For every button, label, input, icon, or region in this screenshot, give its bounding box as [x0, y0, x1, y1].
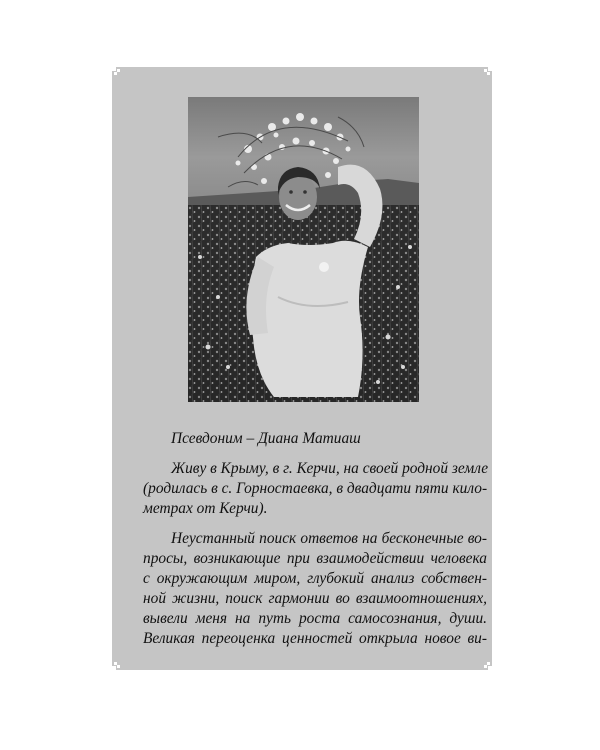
text-line: Псевдоним – Диана Матиаш	[171, 430, 361, 447]
text-line: ной жизни, поиск гармонии во взаимоотношениях,	[143, 590, 487, 607]
text-line: с окружающим миром, глубокий анализ собствен-	[143, 570, 487, 587]
biography-text	[115, 429, 487, 659]
paragraph-pseudonym	[115, 429, 487, 449]
corner-ornament-top-right	[482, 67, 492, 77]
text-line: просы, возникающие при взаимодействии человека	[143, 550, 487, 567]
gray-content-panel	[112, 67, 492, 670]
woman-with-flower-wreath-in-field-photo	[188, 97, 419, 402]
text-line: Великая переоценка ценностей открыла новое ви-	[143, 630, 487, 647]
text-line: Живу в Крыму, в г. Керчи, на своей родной земле	[171, 460, 489, 477]
text-line: вывели меня на путь роста самосознания, души.	[143, 610, 487, 627]
corner-ornament-bottom-right	[482, 660, 492, 670]
text-line: (родилась в с. Горностаевка, в двадцати пяти кило-	[143, 480, 488, 497]
author-photo	[188, 97, 419, 402]
corner-ornament-bottom-left	[112, 660, 122, 670]
paragraph-residence	[115, 459, 487, 519]
corner-ornament-top-left	[112, 67, 122, 77]
text-line: Неустанный поиск ответов на бесконечные во-	[171, 530, 487, 547]
paragraph-search	[115, 529, 487, 649]
text-line: метрах от Керчи).	[143, 500, 268, 517]
